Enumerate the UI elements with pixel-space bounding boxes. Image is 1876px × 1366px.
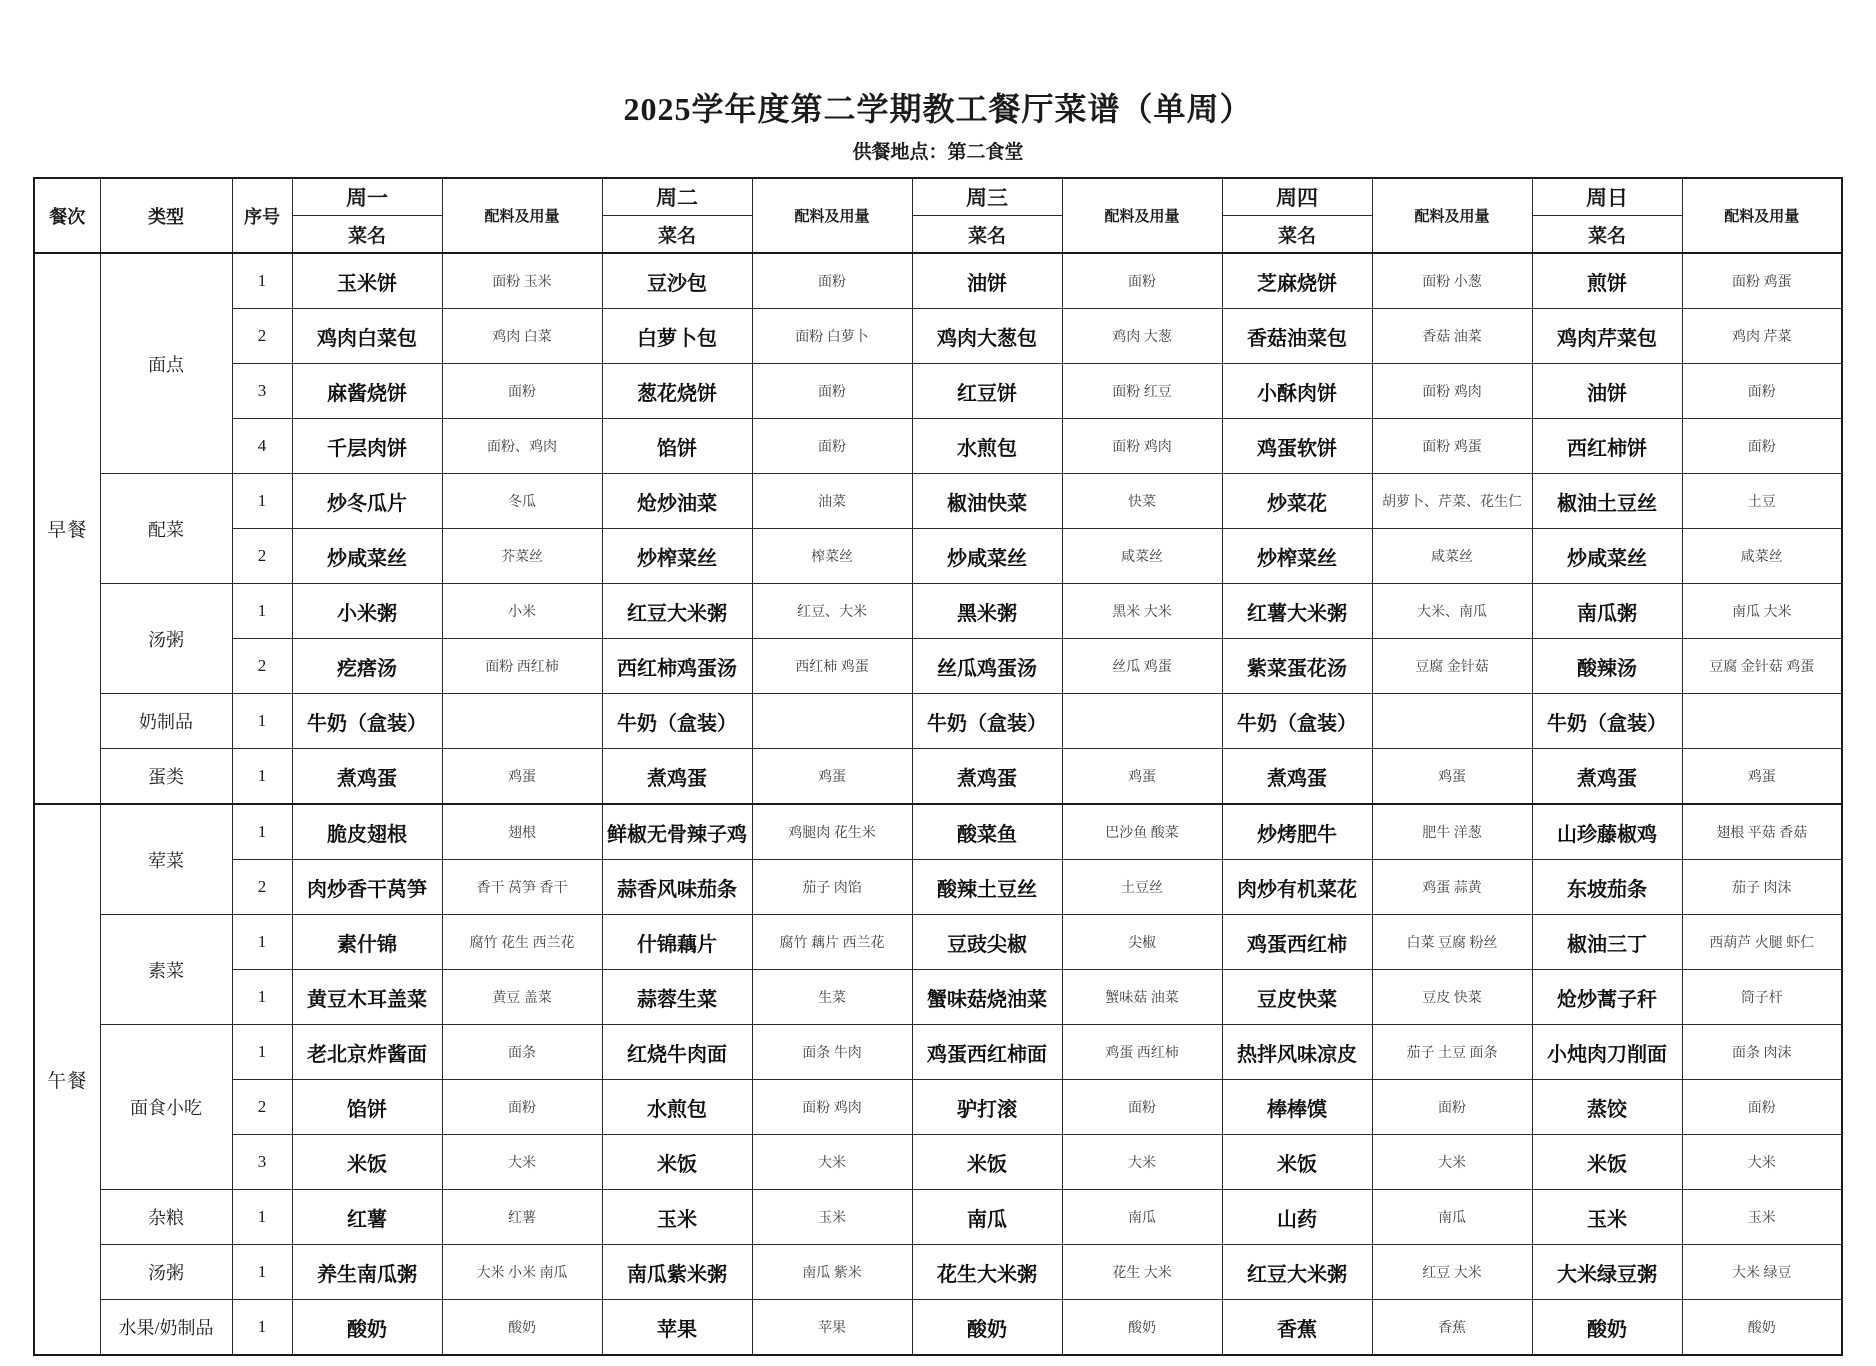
ingredients: 土豆丝 xyxy=(1062,860,1222,915)
header-day-sunday: 周日 xyxy=(1532,178,1682,216)
dish-name: 牛奶（盒装） xyxy=(1532,694,1682,749)
ingredients: 黄豆 盖菜 xyxy=(442,970,602,1025)
dish-name: 热拌风味凉皮 xyxy=(1222,1025,1372,1080)
ingredients: 蟹味菇 油菜 xyxy=(1062,970,1222,1025)
ingredients: 南瓜 大米 xyxy=(1682,584,1842,639)
type-label: 素菜 xyxy=(100,915,232,1025)
dish-name: 山珍藤椒鸡 xyxy=(1532,804,1682,860)
type-label: 杂粮 xyxy=(100,1190,232,1245)
ingredients: 鸡蛋 xyxy=(1062,749,1222,805)
dish-name: 小米粥 xyxy=(292,584,442,639)
ingredients: 大米 xyxy=(442,1135,602,1190)
ingredients: 鸡蛋 蒜黄 xyxy=(1372,860,1532,915)
ingredients: 豆腐 金针菇 鸡蛋 xyxy=(1682,639,1842,694)
dish-name: 水煎包 xyxy=(912,419,1062,474)
ingredients: 黑米 大米 xyxy=(1062,584,1222,639)
ingredients xyxy=(1062,694,1222,749)
type-label: 面点 xyxy=(100,253,232,474)
dish-name: 煮鸡蛋 xyxy=(912,749,1062,805)
ingredients: 芥菜丝 xyxy=(442,529,602,584)
dish-name: 红豆大米粥 xyxy=(1222,1245,1372,1300)
ingredients: 鸡蛋 西红柿 xyxy=(1062,1025,1222,1080)
ingredients: 生菜 xyxy=(752,970,912,1025)
dish-name: 米饭 xyxy=(1532,1135,1682,1190)
dish-name: 炒榨菜丝 xyxy=(1222,529,1372,584)
menu-row xyxy=(34,584,1842,639)
ingredients: 香干 莴笋 香干 xyxy=(442,860,602,915)
ingredients: 面粉 xyxy=(1372,1080,1532,1135)
dish-name: 驴打滚 xyxy=(912,1080,1062,1135)
ingredients: 红豆、大米 xyxy=(752,584,912,639)
dish-name: 豆皮快菜 xyxy=(1222,970,1372,1025)
header-dish-name: 菜名 xyxy=(1532,216,1682,254)
dish-name: 疙瘩汤 xyxy=(292,639,442,694)
row-index: 2 xyxy=(232,860,292,915)
dish-name: 丝瓜鸡蛋汤 xyxy=(912,639,1062,694)
ingredients: 油菜 xyxy=(752,474,912,529)
dish-name: 鸡蛋西红柿面 xyxy=(912,1025,1062,1080)
menu-row xyxy=(34,419,1842,474)
dish-name: 红豆饼 xyxy=(912,364,1062,419)
row-index: 1 xyxy=(232,584,292,639)
ingredients: 玉米 xyxy=(1682,1190,1842,1245)
menu-row xyxy=(34,1190,1842,1245)
dish-name: 水煎包 xyxy=(602,1080,752,1135)
dish-name: 棒棒馍 xyxy=(1222,1080,1372,1135)
dish-name: 鸡肉芹菜包 xyxy=(1532,309,1682,364)
row-index: 1 xyxy=(232,804,292,860)
dish-name: 苹果 xyxy=(602,1300,752,1356)
ingredients: 腐竹 藕片 西兰花 xyxy=(752,915,912,970)
ingredients: 面粉 xyxy=(1682,419,1842,474)
dish-name: 玉米饼 xyxy=(292,253,442,309)
row-index: 1 xyxy=(232,1190,292,1245)
ingredients: 面粉 xyxy=(1062,253,1222,309)
meal-label: 早餐 xyxy=(34,253,100,804)
ingredients: 面粉、鸡肉 xyxy=(442,419,602,474)
dish-name: 米饭 xyxy=(292,1135,442,1190)
dish-name: 肉炒香干莴笋 xyxy=(292,860,442,915)
type-label: 面食小吃 xyxy=(100,1025,232,1190)
dish-name: 大米绿豆粥 xyxy=(1532,1245,1682,1300)
dish-name: 油饼 xyxy=(1532,364,1682,419)
row-index: 1 xyxy=(232,253,292,309)
header-dish-name: 菜名 xyxy=(292,216,442,254)
dish-name: 炒冬瓜片 xyxy=(292,474,442,529)
dish-name: 香蕉 xyxy=(1222,1300,1372,1356)
ingredients: 面粉 红豆 xyxy=(1062,364,1222,419)
ingredients: 大米 xyxy=(752,1135,912,1190)
dish-name: 南瓜粥 xyxy=(1532,584,1682,639)
ingredients: 豆腐 金针菇 xyxy=(1372,639,1532,694)
ingredients: 面粉 xyxy=(752,253,912,309)
ingredients: 翅根 xyxy=(442,804,602,860)
header-day-tuesday: 周二 xyxy=(602,178,752,216)
ingredients: 腐竹 花生 西兰花 xyxy=(442,915,602,970)
ingredients: 面条 牛肉 xyxy=(752,1025,912,1080)
dish-name: 南瓜紫米粥 xyxy=(602,1245,752,1300)
dish-name: 红薯大米粥 xyxy=(1222,584,1372,639)
dish-name: 黑米粥 xyxy=(912,584,1062,639)
menu-row xyxy=(34,1300,1842,1356)
dish-name: 葱花烧饼 xyxy=(602,364,752,419)
ingredients: 茄子 肉沫 xyxy=(1682,860,1842,915)
ingredients: 榨菜丝 xyxy=(752,529,912,584)
row-index: 2 xyxy=(232,639,292,694)
ingredients: 面粉 xyxy=(442,1080,602,1135)
dish-name: 鸡肉白菜包 xyxy=(292,309,442,364)
ingredients: 西红柿 鸡蛋 xyxy=(752,639,912,694)
dish-name: 红烧牛肉面 xyxy=(602,1025,752,1080)
header-ingredients: 配料及用量 xyxy=(1682,178,1842,253)
ingredients: 大米 xyxy=(1682,1135,1842,1190)
ingredients: 面粉 xyxy=(1062,1080,1222,1135)
ingredients: 南瓜 xyxy=(1062,1190,1222,1245)
row-index: 3 xyxy=(232,1135,292,1190)
dish-name: 酸奶 xyxy=(912,1300,1062,1356)
menu-table-header xyxy=(34,178,1842,253)
serving-location: 供餐地点：第二食堂 xyxy=(852,142,1024,163)
dish-name: 蒸饺 xyxy=(1532,1080,1682,1135)
dish-name: 香菇油菜包 xyxy=(1222,309,1372,364)
dish-name: 酸辣土豆丝 xyxy=(912,860,1062,915)
menu-row xyxy=(34,639,1842,694)
ingredients: 西葫芦 火腿 虾仁 xyxy=(1682,915,1842,970)
dish-name: 炝炒蒿子秆 xyxy=(1532,970,1682,1025)
menu-row xyxy=(34,860,1842,915)
menu-row xyxy=(34,1135,1842,1190)
ingredients xyxy=(1372,694,1532,749)
ingredients: 面粉 xyxy=(442,364,602,419)
header-dish-name: 菜名 xyxy=(602,216,752,254)
dish-name: 酸奶 xyxy=(292,1300,442,1356)
ingredients: 大米 xyxy=(1062,1135,1222,1190)
row-index: 1 xyxy=(232,474,292,529)
ingredients: 香蕉 xyxy=(1372,1300,1532,1356)
dish-name: 蒜香风味茄条 xyxy=(602,860,752,915)
ingredients: 大米 小米 南瓜 xyxy=(442,1245,602,1300)
ingredients: 面粉 小葱 xyxy=(1372,253,1532,309)
ingredients: 鸡蛋 xyxy=(442,749,602,805)
dish-name: 椒油快菜 xyxy=(912,474,1062,529)
dish-name: 脆皮翅根 xyxy=(292,804,442,860)
dish-name: 馅饼 xyxy=(602,419,752,474)
ingredients: 咸菜丝 xyxy=(1062,529,1222,584)
ingredients: 鸡蛋 xyxy=(752,749,912,805)
dish-name: 煎饼 xyxy=(1532,253,1682,309)
header-ingredients: 配料及用量 xyxy=(1372,178,1532,253)
ingredients: 花生 大米 xyxy=(1062,1245,1222,1300)
ingredients: 面粉 鸡蛋 xyxy=(1682,253,1842,309)
ingredients: 白菜 豆腐 粉丝 xyxy=(1372,915,1532,970)
type-label: 荤菜 xyxy=(100,804,232,915)
dish-name: 酸奶 xyxy=(1532,1300,1682,1356)
row-index: 1 xyxy=(232,1245,292,1300)
page-title: 2025学年度第二学期教工餐厅菜谱（单周） xyxy=(623,91,1253,127)
ingredients: 酸奶 xyxy=(1062,1300,1222,1356)
ingredients: 冬瓜 xyxy=(442,474,602,529)
ingredients: 面粉 白萝卜 xyxy=(752,309,912,364)
ingredients: 酸奶 xyxy=(442,1300,602,1356)
ingredients: 面粉 xyxy=(752,419,912,474)
ingredients: 鸡肉 大葱 xyxy=(1062,309,1222,364)
menu-row xyxy=(34,529,1842,584)
dish-name: 煮鸡蛋 xyxy=(1222,749,1372,805)
dish-name: 黄豆木耳盖菜 xyxy=(292,970,442,1025)
dish-name: 煮鸡蛋 xyxy=(1532,749,1682,805)
dish-name: 牛奶（盒装） xyxy=(912,694,1062,749)
ingredients: 茄子 土豆 面条 xyxy=(1372,1025,1532,1080)
header-type: 类型 xyxy=(100,178,232,253)
dish-name: 馅饼 xyxy=(292,1080,442,1135)
meal-label: 午餐 xyxy=(34,804,100,1355)
ingredients: 面条 肉沫 xyxy=(1682,1025,1842,1080)
ingredients: 苹果 xyxy=(752,1300,912,1356)
ingredients: 咸菜丝 xyxy=(1372,529,1532,584)
dish-name: 素什锦 xyxy=(292,915,442,970)
header-meal: 餐次 xyxy=(34,178,100,253)
ingredients: 大米 xyxy=(1372,1135,1532,1190)
row-index: 4 xyxy=(232,419,292,474)
menu-row xyxy=(34,1025,1842,1080)
ingredients: 茄子 肉馅 xyxy=(752,860,912,915)
dish-name: 蒜蓉生菜 xyxy=(602,970,752,1025)
menu-row xyxy=(34,749,1842,805)
dish-name: 蟹味菇烧油菜 xyxy=(912,970,1062,1025)
dish-name: 炒烤肥牛 xyxy=(1222,804,1372,860)
dish-name: 小酥肉饼 xyxy=(1222,364,1372,419)
ingredients: 南瓜 xyxy=(1372,1190,1532,1245)
ingredients: 鸡肉 白菜 xyxy=(442,309,602,364)
header-dish-name: 菜名 xyxy=(912,216,1062,254)
dish-name: 米饭 xyxy=(912,1135,1062,1190)
dish-name: 鸡蛋西红柿 xyxy=(1222,915,1372,970)
menu-row xyxy=(34,1245,1842,1300)
ingredients: 面粉 鸡肉 xyxy=(752,1080,912,1135)
menu-row xyxy=(34,309,1842,364)
menu-row xyxy=(34,1080,1842,1135)
row-index: 1 xyxy=(232,749,292,805)
dish-name: 鸡肉大葱包 xyxy=(912,309,1062,364)
ingredients: 鸡蛋 xyxy=(1682,749,1842,805)
dish-name: 红薯 xyxy=(292,1190,442,1245)
dish-name: 酸辣汤 xyxy=(1532,639,1682,694)
dish-name: 豆沙包 xyxy=(602,253,752,309)
dish-name: 西红柿鸡蛋汤 xyxy=(602,639,752,694)
dish-name: 玉米 xyxy=(1532,1190,1682,1245)
ingredients: 快菜 xyxy=(1062,474,1222,529)
dish-name: 养生南瓜粥 xyxy=(292,1245,442,1300)
row-index: 1 xyxy=(232,915,292,970)
menu-row xyxy=(34,364,1842,419)
ingredients: 翅根 平菇 香菇 xyxy=(1682,804,1842,860)
header-ingredients: 配料及用量 xyxy=(1062,178,1222,253)
row-index: 1 xyxy=(232,1300,292,1356)
dish-name: 炒菜花 xyxy=(1222,474,1372,529)
type-label: 配菜 xyxy=(100,474,232,584)
dish-name: 玉米 xyxy=(602,1190,752,1245)
dish-name: 东坡茄条 xyxy=(1532,860,1682,915)
ingredients: 南瓜 紫米 xyxy=(752,1245,912,1300)
ingredients: 酸奶 xyxy=(1682,1300,1842,1356)
menu-row xyxy=(34,253,1842,309)
menu-row xyxy=(34,915,1842,970)
header-index: 序号 xyxy=(232,178,292,253)
ingredients: 面粉 鸡蛋 xyxy=(1372,419,1532,474)
dish-name: 西红柿饼 xyxy=(1532,419,1682,474)
dish-name: 椒油土豆丝 xyxy=(1532,474,1682,529)
type-label: 奶制品 xyxy=(100,694,232,749)
ingredients: 丝瓜 鸡蛋 xyxy=(1062,639,1222,694)
dish-name: 牛奶（盒装） xyxy=(602,694,752,749)
ingredients: 面粉 xyxy=(1682,364,1842,419)
type-label: 蛋类 xyxy=(100,749,232,805)
dish-name: 小炖肉刀削面 xyxy=(1532,1025,1682,1080)
dish-name: 鲜椒无骨辣子鸡 xyxy=(602,804,752,860)
row-index: 1 xyxy=(232,970,292,1025)
ingredients: 豆皮 快菜 xyxy=(1372,970,1532,1025)
ingredients xyxy=(1682,694,1842,749)
menu-row xyxy=(34,694,1842,749)
row-index: 2 xyxy=(232,1080,292,1135)
type-label: 汤粥 xyxy=(100,1245,232,1300)
menu-row xyxy=(34,474,1842,529)
header-ingredients: 配料及用量 xyxy=(442,178,602,253)
dish-name: 米饭 xyxy=(602,1135,752,1190)
ingredients: 面粉 xyxy=(752,364,912,419)
header-day-thursday: 周四 xyxy=(1222,178,1372,216)
dish-name: 麻酱烧饼 xyxy=(292,364,442,419)
ingredients: 大米、南瓜 xyxy=(1372,584,1532,639)
ingredients: 面粉 鸡肉 xyxy=(1062,419,1222,474)
row-index: 3 xyxy=(232,364,292,419)
menu-table xyxy=(33,177,1843,1356)
ingredients: 胡萝卜、芹菜、花生仁 xyxy=(1372,474,1532,529)
ingredients: 面粉 西红柿 xyxy=(442,639,602,694)
dish-name: 炒咸菜丝 xyxy=(292,529,442,584)
ingredients: 红豆 大米 xyxy=(1372,1245,1532,1300)
dish-name: 花生大米粥 xyxy=(912,1245,1062,1300)
ingredients: 筒子杆 xyxy=(1682,970,1842,1025)
ingredients: 咸菜丝 xyxy=(1682,529,1842,584)
row-index: 1 xyxy=(232,1025,292,1080)
dish-name: 豆豉尖椒 xyxy=(912,915,1062,970)
dish-name: 紫菜蛋花汤 xyxy=(1222,639,1372,694)
menu-table-body xyxy=(34,253,1842,1355)
dish-name: 油饼 xyxy=(912,253,1062,309)
menu-row xyxy=(34,970,1842,1025)
dish-name: 酸菜鱼 xyxy=(912,804,1062,860)
ingredients: 大米 绿豆 xyxy=(1682,1245,1842,1300)
dish-name: 老北京炸酱面 xyxy=(292,1025,442,1080)
ingredients: 面条 xyxy=(442,1025,602,1080)
ingredients xyxy=(752,694,912,749)
row-index: 1 xyxy=(232,694,292,749)
dish-name: 肉炒有机菜花 xyxy=(1222,860,1372,915)
dish-name: 炒榨菜丝 xyxy=(602,529,752,584)
header-ingredients: 配料及用量 xyxy=(752,178,912,253)
ingredients: 肥牛 洋葱 xyxy=(1372,804,1532,860)
row-index: 2 xyxy=(232,529,292,584)
ingredients: 小米 xyxy=(442,584,602,639)
dish-name: 南瓜 xyxy=(912,1190,1062,1245)
ingredients: 尖椒 xyxy=(1062,915,1222,970)
dish-name: 煮鸡蛋 xyxy=(602,749,752,805)
dish-name: 牛奶（盒装） xyxy=(292,694,442,749)
dish-name: 千层肉饼 xyxy=(292,419,442,474)
ingredients: 面粉 鸡肉 xyxy=(1372,364,1532,419)
ingredients: 土豆 xyxy=(1682,474,1842,529)
ingredients: 面粉 xyxy=(1682,1080,1842,1135)
dish-name: 炝炒油菜 xyxy=(602,474,752,529)
ingredients: 玉米 xyxy=(752,1190,912,1245)
ingredients: 红薯 xyxy=(442,1190,602,1245)
header-dish-name: 菜名 xyxy=(1222,216,1372,254)
ingredients xyxy=(442,694,602,749)
ingredients: 鸡腿肉 花生米 xyxy=(752,804,912,860)
dish-name: 牛奶（盒装） xyxy=(1222,694,1372,749)
type-label: 水果/奶制品 xyxy=(100,1300,232,1356)
dish-name: 什锦藕片 xyxy=(602,915,752,970)
ingredients: 香菇 油菜 xyxy=(1372,309,1532,364)
ingredients: 鸡蛋 xyxy=(1372,749,1532,805)
dish-name: 芝麻烧饼 xyxy=(1222,253,1372,309)
ingredients: 鸡肉 芹菜 xyxy=(1682,309,1842,364)
ingredients: 巴沙鱼 酸菜 xyxy=(1062,804,1222,860)
dish-name: 炒咸菜丝 xyxy=(1532,529,1682,584)
dish-name: 红豆大米粥 xyxy=(602,584,752,639)
dish-name: 鸡蛋软饼 xyxy=(1222,419,1372,474)
dish-name: 煮鸡蛋 xyxy=(292,749,442,805)
dish-name: 山药 xyxy=(1222,1190,1372,1245)
dish-name: 米饭 xyxy=(1222,1135,1372,1190)
ingredients: 面粉 玉米 xyxy=(442,253,602,309)
dish-name: 椒油三丁 xyxy=(1532,915,1682,970)
menu-row xyxy=(34,804,1842,860)
header-day-wednesday: 周三 xyxy=(912,178,1062,216)
row-index: 2 xyxy=(232,309,292,364)
dish-name: 炒咸菜丝 xyxy=(912,529,1062,584)
dish-name: 白萝卜包 xyxy=(602,309,752,364)
type-label: 汤粥 xyxy=(100,584,232,694)
header-day-monday: 周一 xyxy=(292,178,442,216)
